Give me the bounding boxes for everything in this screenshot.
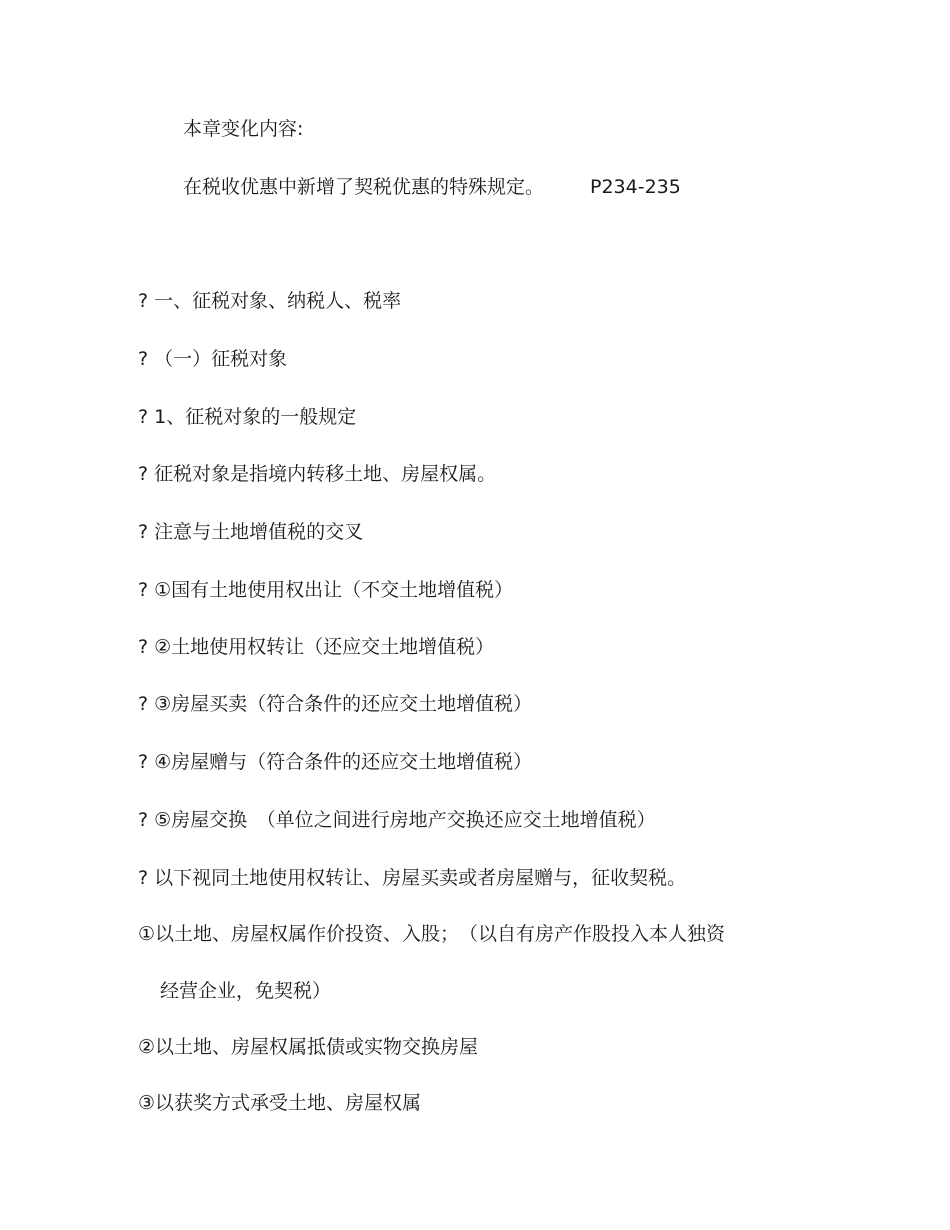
list-item: ? ④房屋赠与（符合条件的还应交土地增值税）: [138, 751, 533, 773]
list-item: ? 注意与土地增值税的交叉: [138, 521, 364, 543]
list-item: ①以土地、房屋权属作价投资、入股； （以自有房产作股投入本人独资: [138, 923, 726, 945]
list-item: ? ①国有土地使用权出让（不交土地增值税）: [138, 579, 514, 601]
change-heading: 本章变化内容:: [183, 118, 304, 140]
list-item: ? 1、征税对象的一般规定: [138, 406, 357, 428]
list-item: ③以获奖方式承受土地、房屋权属: [138, 1092, 422, 1114]
page-reference: P234-235: [590, 176, 681, 198]
change-description: [183, 175, 681, 199]
list-item: ? 征税对象是指境内转移土地、房屋权属。: [138, 463, 497, 485]
list-item-continuation: 经营企业，免契税）: [160, 980, 332, 1002]
subsection-heading: ? （一）征税对象: [138, 348, 288, 370]
list-item: ? ③房屋买卖（符合条件的还应交土地增值税）: [138, 693, 533, 715]
list-item: ? ⑤房屋交换 （单位之间进行房地产交换还应交土地增值税）: [138, 809, 656, 831]
list-item: ? 以下视同土地使用权转让、房屋买卖或者房屋赠与，征收契税。: [138, 867, 687, 889]
list-item: ? ②土地使用权转让（还应交土地增值税）: [138, 636, 495, 658]
list-item: ②以土地、房屋权属抵债或实物交换房屋: [138, 1036, 479, 1058]
section-heading: ? 一、征税对象、纳税人、税率: [138, 290, 402, 312]
change-text: 在税收优惠中新增了契税优惠的特殊规定。: [183, 176, 545, 198]
